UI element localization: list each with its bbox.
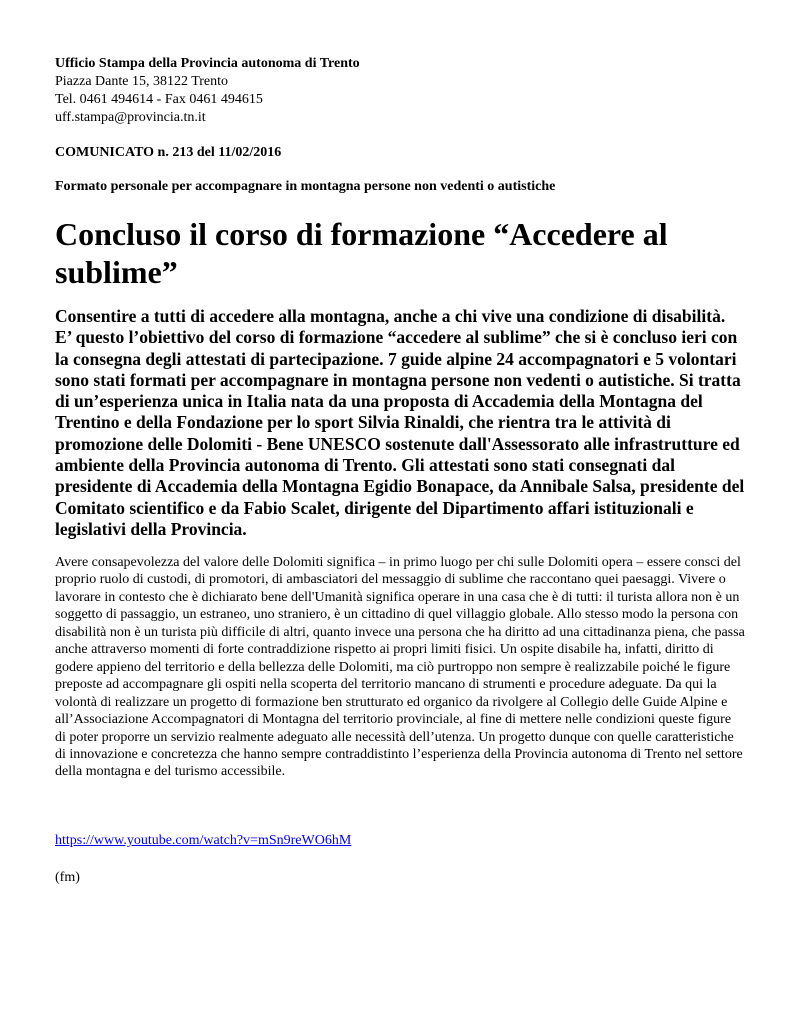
body-paragraph: Avere consapevolezza del valore delle Dolomiti significa – in primo luogo per chi sulle Dolomiti opera – essere consci del proprio ruolo di custodi, di promotori, di ambasciatori del messaggio di sublime che raccontano quei paesaggi. Vivere o lavorare in contesto che è dichiarato bene dell'Umanità significa operare in una casa che è di tutti: il turista allora non è un soggetto di passaggio, un estraneo, uno straniero, è un cittadino di quel villaggio globale. Allo stesso modo la persona con disabilità non è un turista più difficile di altri, quanto invece una persona che ha diritto ad una cittadinanza piena, che passa anche attraverso momenti di forte contraddizione rispetto ai propri limiti fisici. Un ospite disabile ha, infatti, diritto di godere appieno del territorio e della bellezza delle Dolomiti, ma ciò purtroppo non sempre è realizzabile poiché le figure preposte ad accompagnare gli ospiti nella scoperta del territorio mancano di strumenti e procedure adeguate. Da qui la volontà di realizzare un progetto di formazione ben strutturato ed organico da rivolgere al Collegio delle Guide Alpine e all’Associazione Accompagnatori di Montagna del territorio provinciale, al fine di mettere nelle condizioni queste figure di poter proporre un servizio realmente adeguato alle necessità dell’utenza. Un progetto dunque con quelle caratteristiche di innovazione e concretezza che hanno sempre contraddistinto l’esperienza della Provincia autonoma di Trento nel settore della montagna e del turismo accessibile. (55, 555, 745, 780)
release-subtitle: Formato personale per accompagnare in montagna persone non vedenti o autistiche (55, 179, 556, 194)
lead-paragraph: Consentire a tutti di accedere alla montagna, anche a chi vive una condizione di disabilità. E’ questo l’obiettivo del corso di formazione “accedere al sublime” che si è concluso ieri con la consegna degli attestati di partecipazione. 7 guide alpine 24 accompagnatori e 5 volontari sono stati formati per accompagnare in montagna persone non vedenti o autistiche. Si tratta di un’esperienza unica in Italia nata da una proposta di Accademia della Montagna del Trentino e della Fondazione per lo sport Silvia Rinaldi, che rientra tra le attività di promozione delle Dolomiti - Bene UNESCO sostenute dall'Assessorato alle infrastrutture ed ambiente della Provincia autonoma di Trento. Gli attestati sono stati consegnati dal presidente di Accademia della Montagna Egidio Bonapace, da Annibale Salsa, presidente del Comitato scientifico e da Fabio Scalet, dirigente del Dipartimento affari istituzionali e legislativi della Provincia. (55, 306, 745, 539)
press-office-header (55, 55, 745, 127)
author-signature: (fm) (55, 870, 80, 885)
communicato-number: COMUNICATO n. 213 del 11/02/2016 (55, 145, 282, 160)
page-title: Concluso il corso di formazione “Accedere al sublime” (55, 216, 668, 290)
office-email: uff.stampa@provincia.tn.it (55, 110, 206, 125)
office-phone-fax: Tel. 0461 494614 - Fax 0461 494615 (55, 92, 263, 107)
youtube-video-link[interactable]: https://www.youtube.com/watch?v=mSn9reWO6hM (55, 833, 352, 848)
office-address: Piazza Dante 15, 38122 Trento (55, 74, 229, 89)
office-name: Ufficio Stampa della Provincia autonoma di Trento (55, 56, 360, 71)
